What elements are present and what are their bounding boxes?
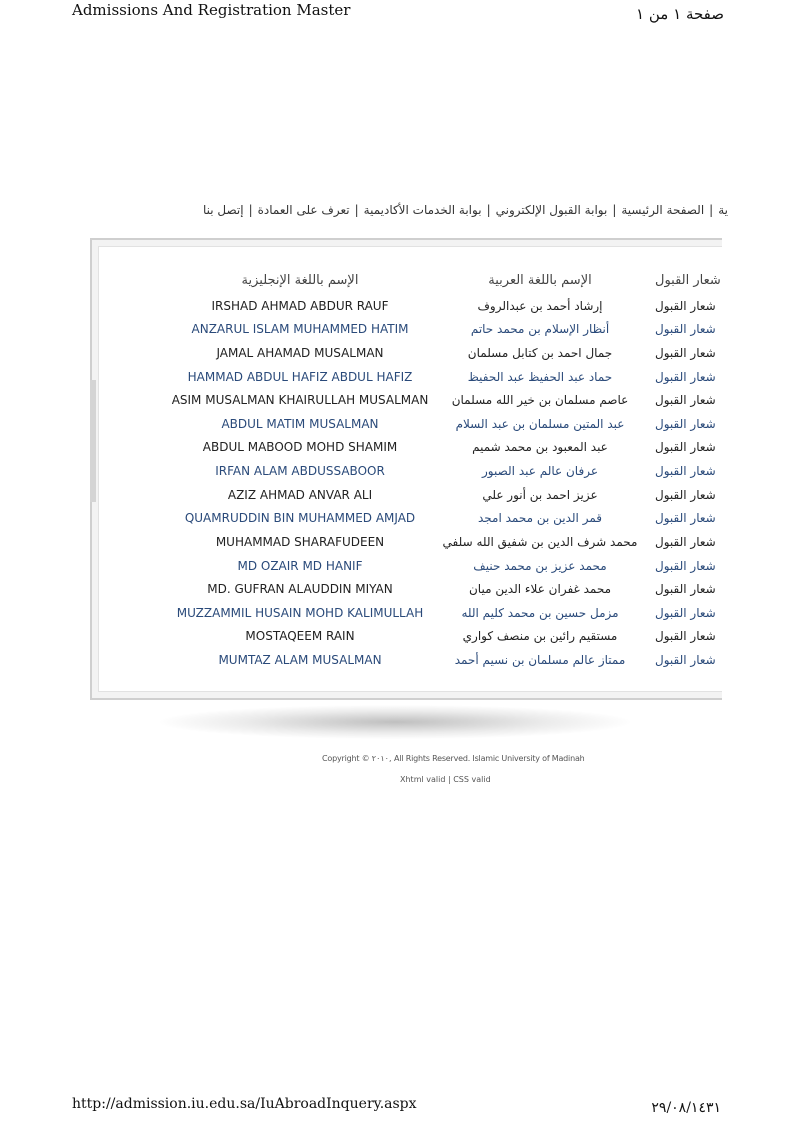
cell-arabic-name: محمد غفران علاء الدين ميان	[468, 582, 612, 596]
print-header-title: Admissions And Registration Master	[72, 1, 351, 19]
cell-english-name: HAMMAD ABDUL HAFIZ ABDUL HAFIZ	[187, 370, 413, 384]
nav-item-cut[interactable]: ية	[718, 203, 728, 217]
cell-english-name: ASIM MUSALMAN KHAIRULLAH MUSALMAN	[171, 393, 429, 407]
table-row	[0, 322, 722, 344]
table-row	[0, 606, 722, 628]
table-row	[0, 393, 722, 415]
cell-admission-link[interactable]: شعار القبول	[655, 346, 716, 360]
cell-arabic-name: عبد المعبود بن محمد شميم	[472, 440, 608, 454]
cell-english-name: MUMTAZ ALAM MUSALMAN	[218, 653, 382, 667]
validation-links	[400, 775, 491, 784]
nav-separator: |	[486, 203, 491, 217]
cell-admission-link[interactable]: شعار القبول	[655, 653, 716, 667]
table-row	[0, 370, 722, 392]
cell-admission-link[interactable]: شعار القبول	[655, 417, 716, 431]
cell-arabic-name: ممتاز عالم مسلمان بن نسيم أحمد	[454, 653, 626, 667]
nav-item-contact-us[interactable]: إتصل بنا	[202, 203, 244, 217]
table-row	[0, 629, 722, 651]
cell-arabic-name: عرفان عالم عبد الصبور	[482, 464, 598, 478]
css-valid-link[interactable]: CSS valid	[453, 775, 491, 784]
table-row	[0, 511, 722, 533]
header-english-name: الإسم باللغة الإنجليزية	[241, 273, 359, 288]
copyright-text: Copyright © ٢٠١٠, All Rights Reserved. Islamic University of Madinah	[322, 754, 585, 763]
cell-english-name: ANZARUL ISLAM MUHAMMED HATIM	[191, 322, 409, 336]
cell-english-name: ABDUL MABOOD MOHD SHAMIM	[202, 440, 398, 454]
cell-admission-link[interactable]: شعار القبول	[655, 606, 716, 620]
table-row	[0, 653, 722, 675]
panel-shadow	[160, 705, 630, 739]
cell-english-name: MD OZAIR MD HANIF	[237, 559, 363, 573]
table-row	[0, 582, 722, 604]
nav-separator: |	[709, 203, 714, 217]
cell-admission-link[interactable]: شعار القبول	[655, 511, 716, 525]
cell-admission-link[interactable]: شعار القبول	[655, 582, 716, 596]
print-footer-url: http://admission.iu.edu.sa/IuAbroadInquery.aspx	[72, 1096, 417, 1112]
print-page-indicator: صفحة ١ من ١	[636, 5, 724, 23]
table-row	[0, 440, 722, 462]
page-edge-mask	[722, 230, 802, 710]
cell-english-name: MD. GUFRAN ALAUDDIN MIYAN	[207, 582, 393, 596]
nav-item-home[interactable]: الصفحة الرئيسية	[621, 203, 705, 217]
cell-arabic-name: إرشاد أحمد بن عبدالروف	[477, 299, 603, 313]
cell-arabic-name: عبد المتين مسلمان بن عبد السلام	[455, 417, 625, 431]
cell-admission-link[interactable]: شعار القبول	[655, 440, 716, 454]
cell-english-name: AZIZ AHMAD ANVAR ALI	[227, 488, 373, 502]
nav-separator: |	[248, 203, 253, 217]
cell-english-name: MOSTAQEEM RAIN	[245, 629, 355, 643]
xhtml-valid-link[interactable]: Xhtml valid	[400, 775, 446, 784]
cell-arabic-name: حماد عبد الحفيظ عبد الحفيظ	[467, 370, 613, 384]
cell-admission-link[interactable]: شعار القبول	[655, 322, 716, 336]
table-row	[0, 464, 722, 486]
table-row	[0, 299, 722, 321]
cell-arabic-name: جمال احمد بن كتابل مسلمان	[467, 346, 613, 360]
print-footer-date: ٢٩/٠٨/١٤٣١	[651, 1100, 721, 1116]
cell-english-name: JAMAL AHAMAD MUSALMAN	[216, 346, 384, 360]
cell-admission-link[interactable]: شعار القبول	[655, 488, 716, 502]
cell-arabic-name: أنظار الإسلام بن محمد حاتم	[470, 322, 610, 336]
table-row	[0, 535, 722, 557]
cell-arabic-name: محمد شرف الدين بن شفيق الله سلفي	[442, 535, 638, 549]
cell-admission-link[interactable]: شعار القبول	[655, 299, 716, 313]
nav-item-admission-portal[interactable]: بوابة القبول الإلكتروني	[495, 203, 608, 217]
nav-separator: |	[612, 203, 617, 217]
table-row	[0, 488, 722, 510]
cell-admission-link[interactable]: شعار القبول	[655, 370, 716, 384]
cell-arabic-name: عزيز احمد بن أنور علي	[482, 488, 598, 502]
footer-separator: |	[447, 775, 451, 784]
nav-separator: |	[354, 203, 359, 217]
cell-english-name: IRSHAD AHMAD ABDUR RAUF	[211, 299, 389, 313]
cell-arabic-name: قمر الدين بن محمد امجد	[477, 511, 602, 525]
cell-arabic-name: مستقيم رائين بن منصف كواري	[462, 629, 618, 643]
cell-admission-link[interactable]: شعار القبول	[655, 393, 716, 407]
cell-admission-link[interactable]: شعار القبول	[655, 464, 716, 478]
cell-arabic-name: عاصم مسلمان بن خير الله مسلمان	[451, 393, 629, 407]
cell-english-name: ABDUL MATIM MUSALMAN	[221, 417, 379, 431]
cell-admission-link[interactable]: شعار القبول	[655, 559, 716, 573]
table-header-row	[0, 273, 722, 295]
header-admission: شعار القبول	[655, 273, 721, 288]
cell-arabic-name: مزمل حسين بن محمد كليم الله	[461, 606, 619, 620]
nav-item-about-deanship[interactable]: تعرف على العمادة	[257, 203, 350, 217]
header-arabic-name: الإسم باللغة العربية	[488, 273, 592, 288]
main-navigation	[0, 203, 728, 223]
table-row	[0, 346, 722, 368]
table-row	[0, 417, 722, 439]
cell-admission-link[interactable]: شعار القبول	[655, 535, 716, 549]
table-row	[0, 559, 722, 581]
nav-item-academic-services[interactable]: بوابة الخدمات الأكاديمية	[363, 203, 482, 217]
cell-english-name: MUHAMMAD SHARAFUDEEN	[215, 535, 385, 549]
nav-links	[203, 203, 728, 217]
cell-english-name: IRFAN ALAM ABDUSSABOOR	[215, 464, 385, 478]
cell-english-name: QUAMRUDDIN BIN MUHAMMED AMJAD	[184, 511, 416, 525]
cell-arabic-name: محمد عزيز بن محمد حنيف	[473, 559, 607, 573]
cell-admission-link[interactable]: شعار القبول	[655, 629, 716, 643]
cell-english-name: MUZZAMMIL HUSAIN MOHD KALIMULLAH	[176, 606, 424, 620]
